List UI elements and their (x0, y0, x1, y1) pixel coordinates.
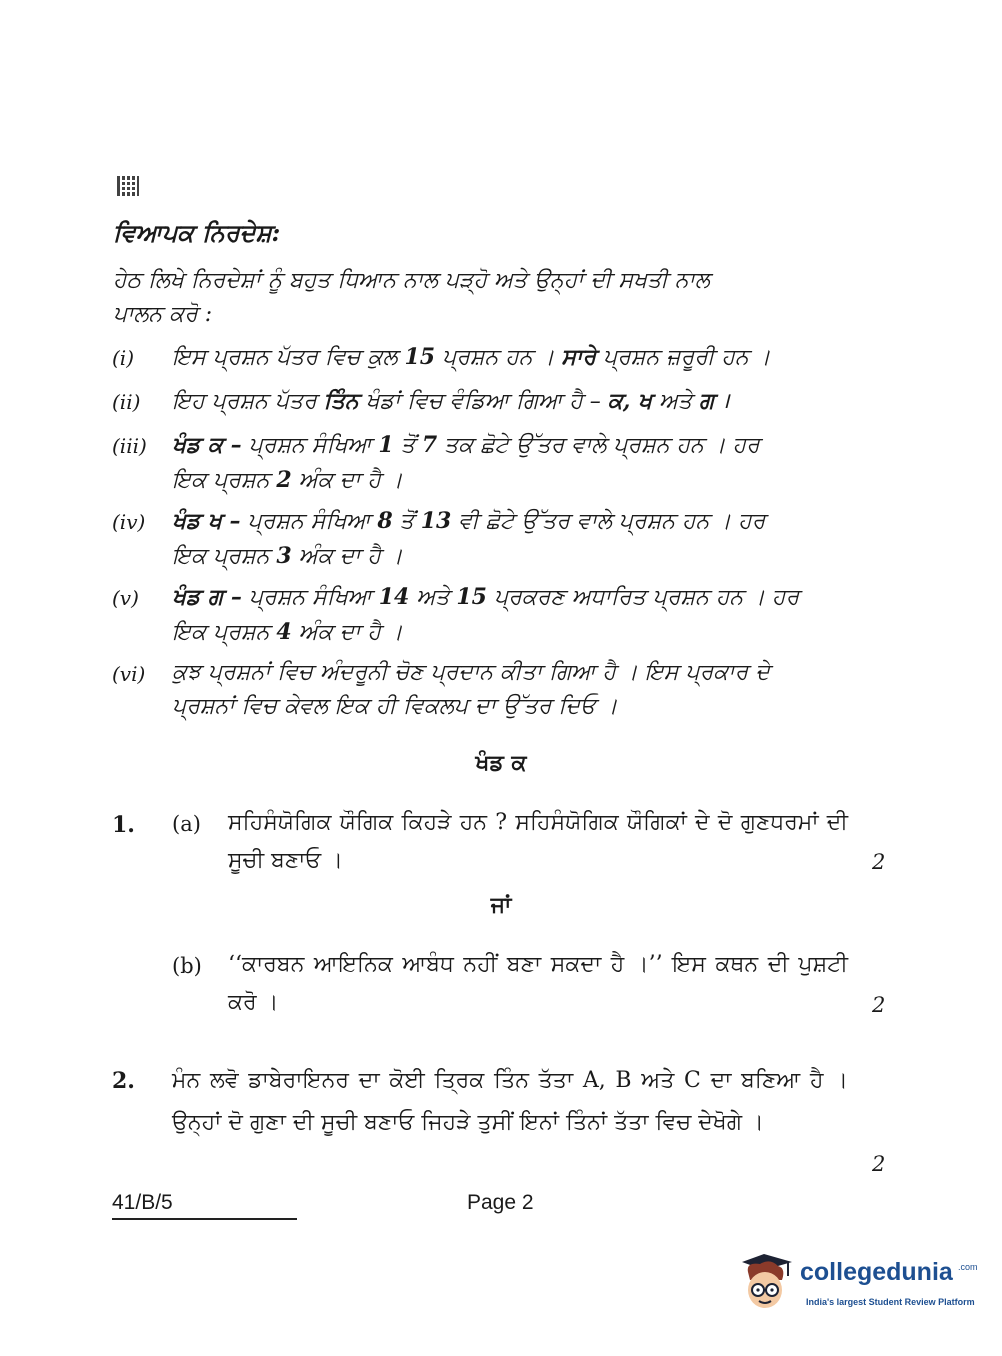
intro-line-2: ਪਾਲਨ ਕਰੋ : (113, 302, 213, 327)
instruction-item (172, 428, 848, 498)
instruction-item (172, 580, 848, 650)
instruction-item (172, 340, 848, 375)
item-text: ਅੰਕ ਦਾ ਹੈ । (291, 544, 403, 569)
item-text: ਪ੍ਰਸ਼ਨ ਸੰਖਿਆ (241, 585, 379, 610)
instruction-item (172, 656, 848, 724)
item-text: ਅੰਕ ਦਾ ਹੈ । (291, 620, 403, 645)
question-text: ‘‘ਕਾਰਬਨ ਆਇਨਿਕ ਆਬੰਧ ਨਹੀਂ ਬਣਾ ਸਕਦਾ ਹੈ ।’’ ਇਸ ਕਥਨ ਦੀ ਪੁਸ਼ਟੀ ਕਰੋ । (228, 952, 848, 1015)
marks: 2 (872, 850, 886, 874)
item-text: ਅਤੇ (409, 585, 457, 610)
item-text: ਇਹ ਪ੍ਰਸ਼ਨ ਪੱਤਰ (172, 389, 324, 414)
item-text: ਪ੍ਰਸ਼ਨ ਸੰਖਿਆ (241, 433, 379, 458)
intro-line-1: ਹੇਠ ਲਿਖੇ ਨਿਰਦੇਸ਼ਾਂ ਨੂੰ ਬਹੁਤ ਧਿਆਨ ਨਾਲ ਪੜ੍ਹੋ ਅਤੇ ਉਨ੍ਹਾਂ ਦੀ ਸਖਤੀ ਨਾਲ (113, 268, 710, 293)
question-number: 2. (112, 1068, 135, 1094)
paper-code: 41/B/5 (112, 1191, 173, 1214)
item-text: ਪ੍ਰਸ਼ਨ ਹਨ । (435, 345, 562, 370)
divider (112, 1218, 297, 1220)
item-number: (vi) (112, 662, 146, 686)
item-text: ਪ੍ਰਸ਼ਨ ਸੰਖਿਆ (240, 509, 378, 534)
item-text: । (714, 389, 730, 414)
item-number: (iii) (112, 434, 147, 458)
collegedunia-logo-icon (742, 1250, 800, 1312)
item-text: ਕੁਝ ਪ੍ਰਸ਼ਨਾਂ ਵਿਚ ਅੰਦਰੂਨੀ ਚੋਣ ਪ੍ਰਦਾਨ ਕੀਤਾ ਗਿਆ ਹੈ । ਇਸ ਪ੍ਰਕਾਰ ਦੇ (172, 660, 770, 685)
item-text: ਤੋਂ (393, 433, 422, 458)
marks: 2 (872, 993, 886, 1017)
instruction-item (172, 504, 848, 574)
item-number-value: 8 (377, 508, 393, 534)
item-bold: ਖੰਡ ਕ – (172, 432, 242, 458)
sub-question-label: (a) (172, 812, 201, 836)
qr-code-icon (117, 176, 139, 196)
item-text: ਪ੍ਰਕਰਣ ਅਧਾਰਿਤ ਪ੍ਰਸ਼ਨ ਹਨ । ਹਰ (486, 585, 800, 610)
item-number-value: 1 (378, 432, 394, 458)
instruction-item (172, 384, 848, 419)
item-number: (v) (112, 586, 139, 610)
item-number-value: 2 (276, 467, 292, 493)
item-number-value: 7 (421, 432, 438, 458)
item-bold: ਕ, ਖ (607, 388, 652, 414)
item-bold: ਖੰਡ ਗ – (172, 584, 242, 610)
item-number-value: 4 (276, 619, 292, 645)
item-text: ਅੰਕ ਦਾ ਹੈ । (291, 468, 403, 493)
logo-wordmark: collegedunia (800, 1258, 953, 1286)
item-text: ਤੋਂ (392, 509, 421, 534)
item-number-value: 14 (378, 584, 410, 610)
item-number-value: 13 (420, 508, 452, 534)
item-text: ਇਕ ਪ੍ਰਸ਼ਨ (172, 544, 277, 569)
item-text: ਪ੍ਰਸ਼ਨ ਜ਼ਰੂਰੀ ਹਨ । (595, 345, 771, 370)
item-bold: ਤਿੰਨ (323, 388, 359, 414)
item-number-value: 15 (456, 584, 487, 610)
question-number: 1. (112, 812, 135, 838)
marks: 2 (872, 1152, 886, 1176)
item-text: ਇਸ ਪ੍ਰਸ਼ਨ ਪੱਤਰ ਵਿਚ ਕੁਲ (172, 345, 405, 370)
section-title: ਖੰਡ ਕ (475, 750, 527, 776)
item-bold: ਗ (699, 388, 715, 414)
or-separator: ਜਾਂ (490, 892, 512, 918)
item-number: (iv) (112, 510, 146, 534)
page-number: Page 2 (467, 1191, 534, 1214)
question-text: ਸਹਿਸੰਯੋਗਿਕ ਯੌਗਿਕ ਕਿਹੜੇ ਹਨ ? ਸਹਿਸੰਯੋਗਿਕ ਯੌਗਿਕਾਂ ਦੇ ਦੋ ਗੁਣਧਰਮਾਂ ਦੀ ਸੂਚੀ ਬਣਾਓ । (228, 810, 848, 873)
question-text: ਮੰਨ ਲਵੋ ਡਾਬੇਰਾਇਨਰ ਦਾ ਕੋਈ ਤ੍ਰਿਕ ਤਿੰਨ ਤੱਤਾ A, B ਅਤੇ C ਦਾ ਬਣਿਆ ਹੈ । ਉਨ੍ਹਾਂ ਦੋ ਗੁਣਾ ਦੀ ਸੂਚੀ ਬਣਾਓ ਜਿਹੜੇ ਤੁਸੀਂ ਇਨਾਂ ਤਿੰਨਾਂ ਤੱਤਾ ਵਿਚ ਦੇਖੋਗੇ । (172, 1068, 848, 1135)
logo-suffix: .com (958, 1262, 978, 1272)
instructions-heading: ਵਿਆਪਕ ਨਿਰਦੇਸ਼: (113, 218, 281, 247)
logo-tagline: India's largest Student Review Platform (806, 1297, 975, 1307)
item-number: (ii) (112, 390, 141, 414)
item-bold: ਖੰਡ ਖ – (172, 508, 241, 534)
item-text: ਅਤੇ (652, 389, 699, 414)
item-text: ਇਕ ਪ੍ਰਸ਼ਨ (172, 468, 277, 493)
item-text: ਪ੍ਰਸ਼ਨਾਂ ਵਿਚ ਕੇਵਲ ਇਕ ਹੀ ਵਿਕਲਪ ਦਾ ਉੱਤਰ ਦਿਓ । (172, 694, 618, 719)
item-number: (i) (112, 346, 135, 370)
sub-question-label: (b) (172, 954, 202, 978)
item-text: ਤਕ ਛੋਟੇ ਉੱਤਰ ਵਾਲੇ ਪ੍ਰਸ਼ਨ ਹਨ । ਹਰ (437, 433, 760, 458)
item-text: ਖੰਡਾਂ ਵਿਚ ਵੰਡਿਆ ਗਿਆ ਹੈ – (358, 389, 608, 414)
item-number-value: 3 (276, 543, 292, 569)
item-text: ਵੀ ਛੋਟੇ ਉੱਤਰ ਵਾਲੇ ਪ੍ਰਸ਼ਨ ਹਨ । ਹਰ (451, 509, 766, 534)
instructions-intro (113, 264, 848, 332)
item-bold: ਸਾਰੇ (561, 344, 596, 370)
item-text: ਇਕ ਪ੍ਰਸ਼ਨ (172, 620, 277, 645)
item-bold: 15 (404, 344, 436, 370)
